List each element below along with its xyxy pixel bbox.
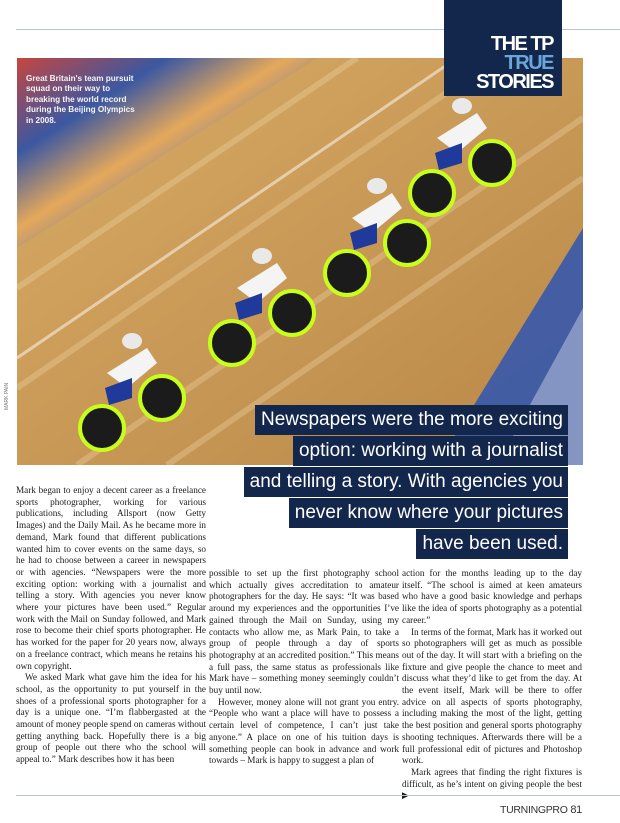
article-column-2	[209, 568, 399, 767]
article-column-1	[16, 485, 206, 766]
badge-line-1: THE TP	[490, 33, 553, 55]
pull-quote-line: Newspapers were the more exciting	[255, 405, 568, 435]
paragraph	[402, 767, 582, 802]
photo-credit: MARK PAIN	[4, 382, 10, 410]
paragraph: We asked Mark what gave him the idea for his school, as the opportunity to put yourself in the shoes of a professional sports photographer for a day is a unique one. “I’m flabbergasted at the amount of money people spend on cameras without getting anything back. Hopefully there is a big group of people out there who the school will appeal to.” Mark describes how it has been	[16, 672, 206, 765]
paragraph-text: Mark agrees that finding the right fixtures is difficult, as he’s intent on giving people the best	[402, 766, 582, 789]
badge-line-3: STORIES	[476, 71, 553, 93]
section-badge	[444, 0, 562, 96]
bottom-rule	[16, 795, 620, 796]
photo-caption: Great Britain's team pursuit squad on their way to breaking the world record during the Beijing Olympics in 2008.	[26, 74, 135, 125]
paragraph: action for the months leading up to the day itself. “The school is aimed at keen amateurs who have a good basic knowledge and perhaps like the idea of sports photography as a potential career.”	[402, 568, 582, 625]
page-number: 81	[570, 804, 582, 816]
paragraph: However, money alone will not grant you entry. “People who want a place will have to possess a certain level of competence, I can’t just take anyone.” A place on one of his tuition days is something people can book in advance and work towards – Mark is happy to suggest a plan of	[209, 696, 399, 766]
article-column-3	[402, 568, 582, 802]
page-footer	[500, 804, 582, 816]
paragraph: In terms of the format, Mark has it worked out so photographers will get as much as possible out of the day. It will start with a briefing on the fixture and give people the chance to meet and discuss what they’d like to get from the day. At the event itself, Mark will be there to offer advice on all aspects of sports photography, including making the most of the light, getting the best position and general sports photography shooting techniques. Afterwards there will be a full professional edit of pictures and Photoshop work.	[402, 626, 582, 766]
pull-quote-line: have been used.	[416, 529, 568, 559]
paragraph: Mark began to enjoy a decent career as a freelance sports photographer, working for various publications, including Allsport (now Getty Images) and the Daily Mail. As he became more in demand, Mark found that different publications wanted him to cover events on the same days, so he had to choose between a career in newspapers or with agencies. “Newspapers were the more exciting option: working with a journalist and telling a story. With agencies you never know where your pictures have been used.” Regular work with the Mail on Sunday followed, and Mark rose to become their chief sports photographer. He has worked for the paper for 20 years now, always on a freelance contract, which means he retains his own copyright.	[16, 485, 206, 671]
pull-quote-line: option: working with a journalist	[293, 436, 568, 466]
paragraph: possible to set up the first photography school which actually gives accreditation to amateur photographers for the day. He says: “It was based around my experiences and the opportunities I’ve gained through the Mail on Sunday, using my contacts who allow me, as Mark Pain, to take a group of people through a day of sports photography at an accredited position.” This means a full pass, the same status as professionals like Mark have – something money seemingly couldn’t buy until now.	[209, 568, 399, 696]
badge-line-2: TRUE	[504, 52, 553, 74]
pull-quote	[244, 405, 568, 560]
pull-quote-line: and telling a story. With agencies you	[244, 467, 568, 497]
pull-quote-line: never know where your pictures	[289, 498, 568, 528]
publication-name: TURNINGPRO	[500, 804, 568, 816]
